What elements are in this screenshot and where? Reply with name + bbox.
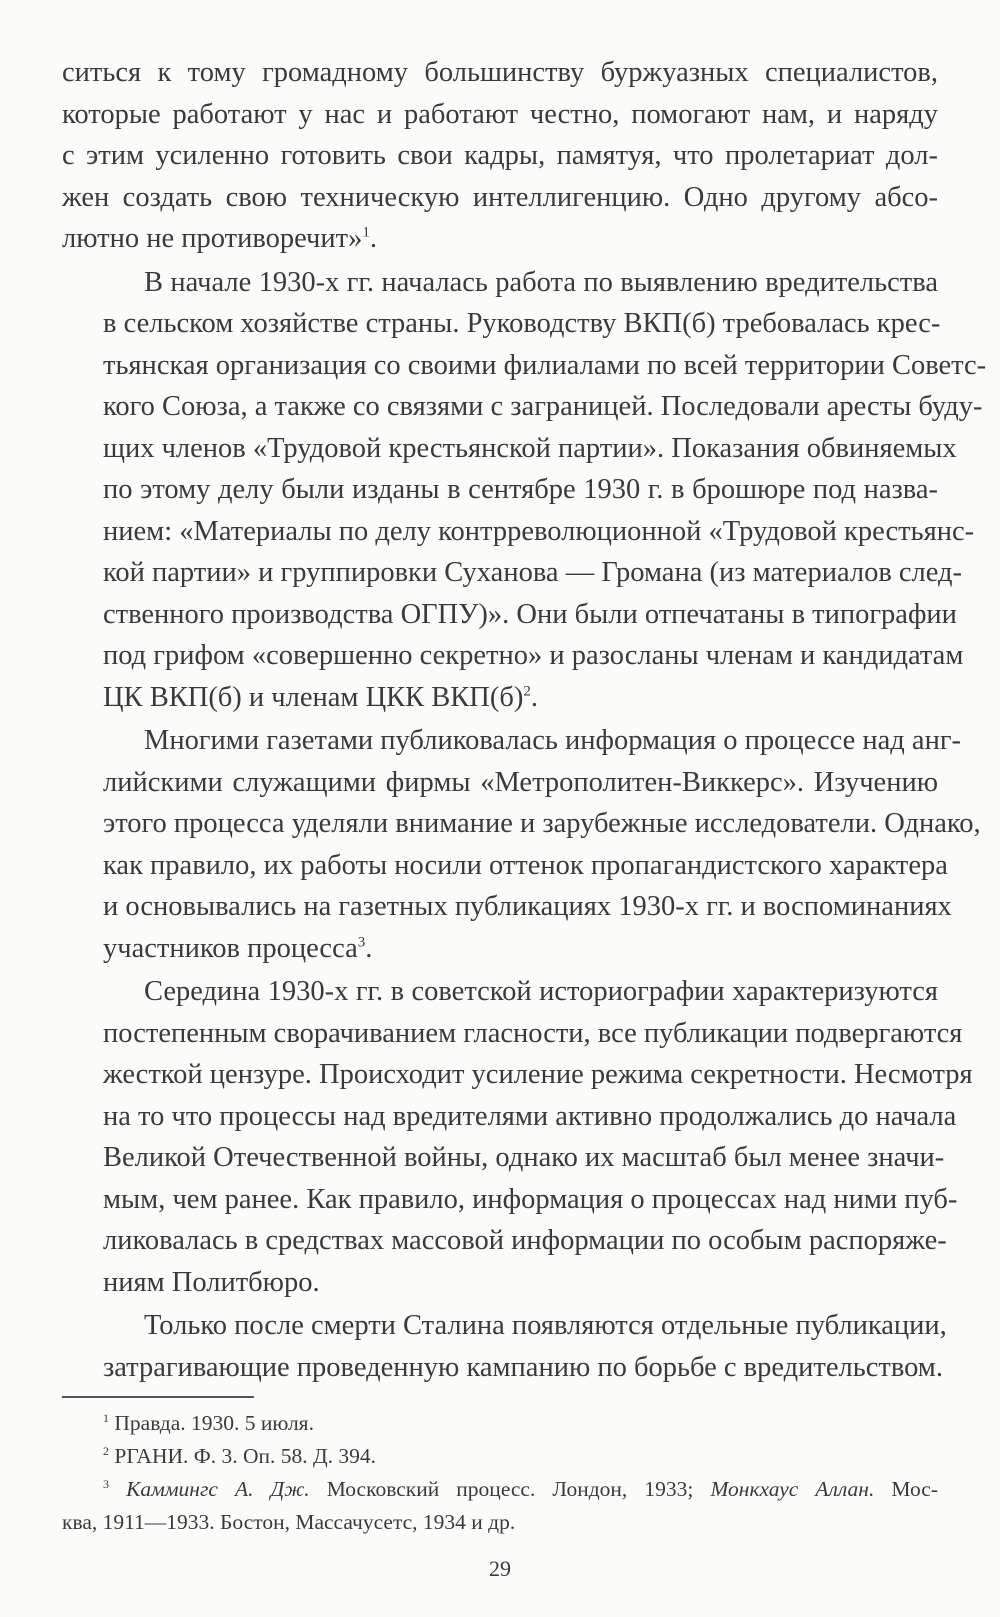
paragraph	[62, 262, 987, 719]
footnote-ref: 2	[523, 683, 531, 699]
text-line: Великой Отечественной войны, однако их масштаб был менее значи-	[103, 1142, 945, 1173]
text-line: Многими газетами публиковалась информация о процессе над анг-	[144, 725, 962, 756]
line-tail: .	[369, 223, 377, 254]
page-number: 29	[489, 1556, 511, 1581]
footnote-2	[62, 1440, 938, 1473]
line-text: участников процесса	[103, 932, 358, 964]
text-line: жен создать свою техническую интеллигенцию. Одно другому абсо-	[62, 181, 938, 213]
text-line	[62, 928, 938, 970]
text-line: В начале 1930-х гг. началась работа по выявлению вредительства	[144, 266, 938, 298]
text-line: ликовалась в средствах массовой информации по особым распоряже-	[103, 1225, 947, 1256]
text-line: постепенным сворачиванием гласности, все публикации подвергаются	[103, 1017, 963, 1049]
text-line: по этому делу были изданы в сентябре 1930 г. в брошюре под назва-	[103, 474, 938, 505]
text-line: нием: «Материалы по делу контрреволюционной «Трудовой крестьянс-	[103, 515, 975, 547]
text-line: с этим усиленно готовить свои кадры, памятуя, что пролетариат дол-	[62, 140, 938, 171]
text-line: лийскими служащими фирмы «Метрополитен-Виккерс». Изучению	[103, 766, 938, 798]
footnote-3-line-2: ква, 1911—1933. Бостон, Массачусетс, 1934 и др.	[62, 1510, 516, 1534]
text-line: ситься к тому громадному большинству буржуазных специалистов,	[62, 57, 938, 88]
text-line: затрагивающие проведенную кампанию по борьбе с вредительством.	[103, 1351, 943, 1383]
text-line: тьянская организация со своими филиалами по всей территории Советс-	[103, 349, 987, 381]
text-line: Только после смерти Сталина появляются отдельные публикации,	[144, 1310, 947, 1341]
footnote-3	[62, 1473, 938, 1539]
footnote-divider	[62, 1396, 254, 1398]
text-line: ственного производства ОГПУ)». Они были отпечатаны в типографии	[103, 598, 957, 630]
footnote-3-line-1	[62, 1473, 938, 1506]
paragraph	[62, 720, 981, 969]
footnote-1-text: Правда. 1930. 5 июля.	[114, 1411, 314, 1435]
paragraph	[62, 52, 938, 260]
footnote-ref: 1	[362, 224, 370, 241]
footnote-3-text-1: Московский процесс. Лондон, 1933;	[326, 1477, 694, 1501]
text-line: как правило, их работы носили оттенок пропагандистского характера	[103, 849, 948, 881]
footnote-1	[62, 1407, 938, 1440]
paragraph	[62, 1305, 947, 1388]
text-line: кого Союза, а также со связями с заграницей. Последовали аресты буду-	[103, 391, 983, 422]
line-text: ЦК ВКП(б) и членам ЦКК ВКП(б)	[103, 681, 524, 713]
text-line: ниям Политбюро.	[103, 1266, 320, 1298]
footnote-2-marker: 2	[103, 1443, 109, 1458]
text-line: под грифом «совершенно секретно» и разосланы членам и кандидатам	[103, 640, 964, 671]
line-tail: .	[365, 932, 373, 964]
footnote-3-author-2: Монкхаус Аллан.	[710, 1477, 875, 1501]
text-line	[62, 218, 938, 260]
text-line	[62, 677, 938, 719]
footnote-1-marker: 1	[103, 1410, 109, 1425]
line-text: лютно не противоречит»	[62, 223, 363, 254]
text-line: и основывались на газетных публикациях 1930-х гг. и воспоминаниях	[103, 891, 952, 922]
footnote-ref: 3	[357, 934, 366, 950]
text-line: этого процесса уделяли внимание и зарубежные исследователи. Однако,	[103, 808, 981, 839]
footnotes	[62, 1407, 938, 1539]
text-line: в сельском хозяйстве страны. Руководству ВКП(б) требовалась крес-	[103, 308, 941, 339]
text-line: жесткой цензуре. Происходит усиление режима секретности. Несмотря	[103, 1059, 973, 1090]
text-line: щих членов «Трудовой крестьянской партии». Показания обвиняемых	[103, 432, 957, 464]
footnote-3-text-2: Мос-	[891, 1477, 938, 1501]
text-line: Середина 1930-х гг. в советской историографии характеризуются	[144, 976, 938, 1007]
text-line: на то что процессы над вредителями активно продолжались до начала	[103, 1100, 957, 1132]
footnote-3-marker: 3	[103, 1476, 109, 1491]
line-tail: .	[530, 681, 538, 713]
text-line: мым, чем ранее. Как правило, информация о процессах над ними пуб-	[103, 1183, 958, 1215]
footnote-3-author-1: Каммингс А. Дж.	[126, 1477, 310, 1501]
paragraph	[62, 971, 973, 1303]
text-line: которые работают у нас и работают честно, помогают нам, и наряду	[62, 98, 938, 130]
text-line: кой партии» и группировки Суханова — Громана (из материалов след-	[103, 557, 963, 588]
main-text	[62, 52, 987, 1388]
footnote-2-text: РГАНИ. Ф. 3. Оп. 58. Д. 394.	[114, 1444, 377, 1468]
